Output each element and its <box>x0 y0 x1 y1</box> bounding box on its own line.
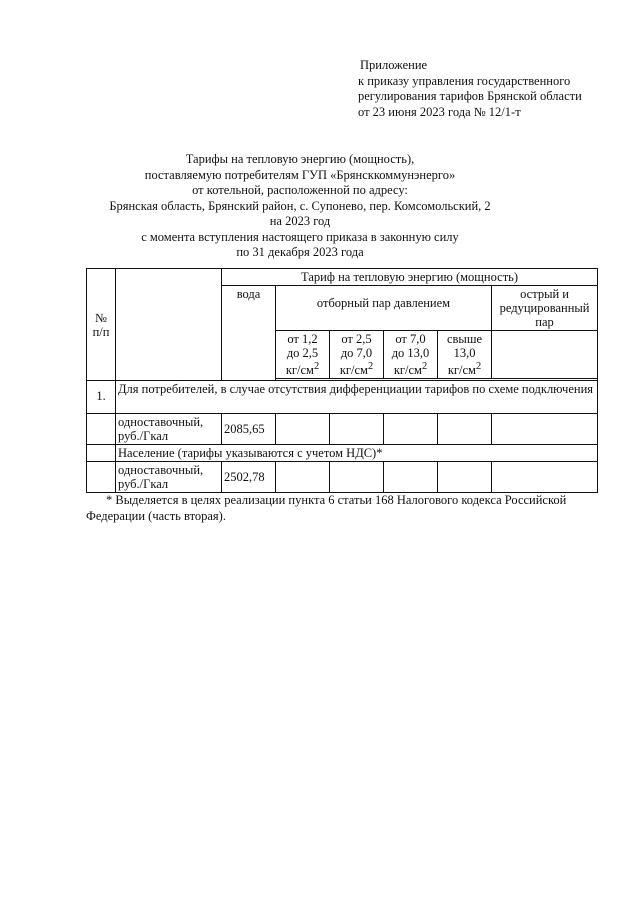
row-1-num-cell <box>87 381 116 414</box>
row-4-label-cell <box>116 462 222 493</box>
empty-header-cell <box>116 269 222 381</box>
pressure-range-3 <box>384 331 438 379</box>
pressure-4-unit: $кг/см^2$ <box>447 361 482 378</box>
appendix-date-line: от 23 июня 2023 года № 12/1-т <box>358 104 521 119</box>
row-4-p3-cell <box>384 462 438 493</box>
row-4-water-value: 2502,78 <box>224 470 265 485</box>
num-header-cell <box>87 269 116 381</box>
pressure-4-to: 13,0 <box>453 346 476 360</box>
row-2-p1-cell <box>276 414 330 445</box>
appendix-title: Приложение <box>360 58 428 72</box>
tariff-header: Тариф на тепловую энергию (мощность) <box>301 270 519 284</box>
document-title <box>90 152 510 261</box>
selected-steam-header-cell <box>276 286 492 331</box>
row-3-num-cell <box>87 445 116 462</box>
pressure-range-1 <box>276 331 330 379</box>
row-2-p4-cell <box>438 414 492 445</box>
title-line-4: Брянская область, Брянский район, с. Супонево, пер. Комсомольский, 2 <box>109 198 491 213</box>
row-1-description: Для потребителей, в случае отсутствия дифференциации тарифов по схеме подключения <box>118 382 594 397</box>
row-1-num: 1. <box>96 389 106 404</box>
footnote-line-1: * Выделяется в целях реализации пункта 6 статьи 168 Налогового кодекса Российской <box>106 493 567 507</box>
appendix-block <box>358 58 628 120</box>
appendix-order-line: к приказу управления государственного <box>358 73 571 88</box>
appendix-authority-line: регулирования тарифов Брянской области <box>358 89 582 103</box>
title-line-5: на 2023 год <box>269 214 331 228</box>
pressure-3-to: до 13,0 <box>391 346 430 360</box>
row-4-sharp-cell <box>492 462 598 493</box>
selected-steam-header: отборный пар давлением <box>316 296 451 310</box>
title-line-1: Тарифы на тепловую энергию (мощность), <box>185 152 415 166</box>
pressure-range-4 <box>438 331 492 379</box>
pressure-4-from: свыше <box>446 332 483 346</box>
row-4-num-cell <box>87 462 116 493</box>
row-4-p2-cell <box>330 462 384 493</box>
footnote-line-2: Федерации (часть вторая). <box>86 509 226 523</box>
pressure-2-from: от 2,5 <box>341 332 372 346</box>
row-1-description-cell <box>116 381 598 414</box>
pressure-3-from: от 7,0 <box>395 332 426 346</box>
row-2-p3-cell <box>384 414 438 445</box>
row-2-label-cell <box>116 414 222 445</box>
row-4-label: одноставочный, руб./Гкал <box>118 463 204 492</box>
num-header: № п/п <box>92 310 110 339</box>
row-2-sharp-cell <box>492 414 598 445</box>
pressure-1-unit: $кг/см^2$ <box>285 361 320 378</box>
title-line-3: от котельной, расположенной по адресу: <box>192 183 408 197</box>
footnote <box>86 492 606 524</box>
tariff-table <box>86 268 598 493</box>
pressure-1-to: до 2,5 <box>286 346 319 360</box>
row-2-p2-cell <box>330 414 384 445</box>
row-3-description: Население (тарифы указываются с учетом НДС)* <box>118 446 383 461</box>
tariff-header-cell <box>222 269 598 286</box>
row-2-label: одноставочный, руб./Гкал <box>118 415 204 444</box>
row-2-water-cell <box>222 414 276 445</box>
pressure-3-unit: $кг/см^2$ <box>393 361 428 378</box>
row-3-description-cell <box>116 445 598 462</box>
title-line-2: поставляемую потребителям ГУП «Брянсккоммунэнерго» <box>144 167 456 182</box>
row-4-p4-cell <box>438 462 492 493</box>
row-2-water-value: 2085,65 <box>224 422 265 437</box>
pressure-2-to: до 7,0 <box>340 346 373 360</box>
water-header: вода <box>236 287 261 301</box>
water-header-cell <box>222 286 276 381</box>
sharp-steam-header: острый и редуцированный пар <box>499 287 590 329</box>
sharp-steam-header-cell <box>492 286 598 331</box>
sharp-steam-value-header <box>492 331 598 379</box>
row-2-num-cell <box>87 414 116 445</box>
row-4-water-cell <box>222 462 276 493</box>
title-line-6: с момента вступления настоящего приказа в законную силу <box>141 229 459 244</box>
title-line-7: по 31 декабря 2023 года <box>236 245 364 259</box>
pressure-2-unit: $кг/см^2$ <box>339 361 374 378</box>
row-4-p1-cell <box>276 462 330 493</box>
pressure-1-from: от 1,2 <box>287 332 318 346</box>
pressure-range-2 <box>330 331 384 379</box>
